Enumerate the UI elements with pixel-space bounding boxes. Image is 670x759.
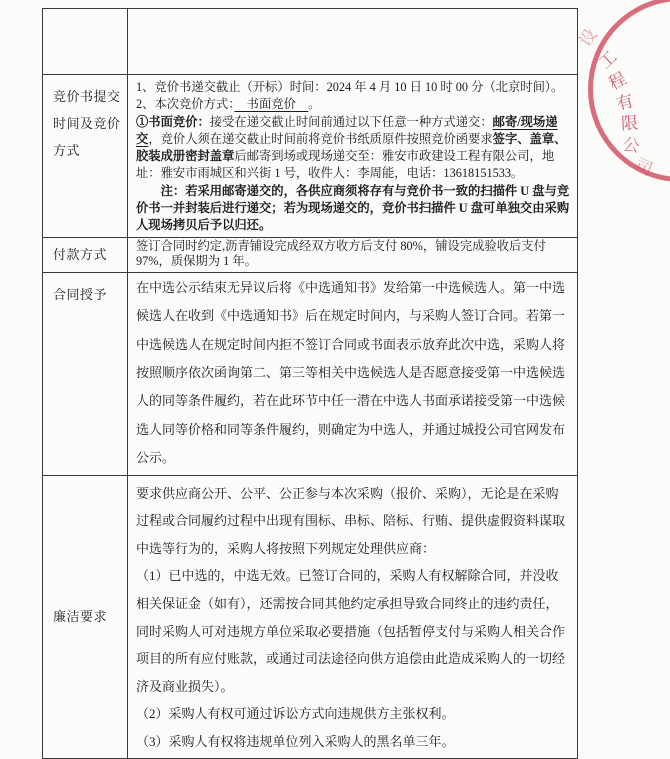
text-segment: 后邮寄到场或现场递交至：雅安市政建设工程有限公司，地址：雅安市雨城区和兴街 1 号，收件人：李周能，电话：13618151533。 [136, 149, 554, 180]
text-segment: 书面竞价 [234, 97, 308, 111]
row-content-contract-award [128, 272, 578, 475]
paragraph [136, 728, 571, 756]
text-segment: （2）采购人有权可通过诉讼方式向违规供方主张权利。 [136, 706, 455, 721]
text-segment: （3）采购人有权将违规单位列入采购人的黑名单三年。 [136, 734, 455, 749]
empty-label-cell [43, 9, 128, 75]
seal-circle-border [591, 0, 670, 180]
seal-character: 有 [613, 86, 636, 115]
row-label-payment-method: 付款方式 [43, 237, 128, 272]
seal-character: 程 [603, 64, 630, 94]
row-label-contract-award: 合同授予 [43, 272, 128, 475]
paragraph [136, 700, 571, 728]
text-segment: （1）已中选的，中选无效。已签订合同的，采购人有权解除合同，并没收相关保证金（如有），还需按合同其他约定承担导致合同终止的违约责任，同时采购人可对违规方单位采取必要措施（包括暂停支付与采购人相关合作项目的所有应付账款，或通过司法途径向供方追偿由此造成采购人的一切经济及商业损失）。 [136, 568, 565, 693]
table-row [43, 475, 578, 758]
table-row [43, 272, 578, 475]
text-segment: 1、竞价书递交截止（开标）时间：2024 年 4 月 10 日 10 时 00 分（北京时间）。 [136, 80, 563, 94]
paragraph [136, 183, 571, 235]
table-row [43, 9, 578, 75]
paragraph [136, 562, 571, 700]
row-content-payment-method [128, 237, 578, 272]
text-segment: 签订合同时约定,沥青铺设完成经双方收方后支付 80%，铺设完成验收后支付 97%，质保期为 1 年。 [136, 239, 546, 269]
text-segment: ，竞价人须在递交截止时间前将竞价书纸质原件按照竞价函要求 [148, 132, 492, 146]
table-row [43, 75, 578, 238]
seal-character: 司 [632, 151, 657, 181]
empty-content-cell [128, 9, 578, 75]
seal-character: 设 [571, 22, 601, 50]
table-row [43, 237, 578, 272]
text-segment: 注：若采用邮寄递交的，各供应商须将存有与竞价书一致的扫描件 U 盘与竞价书一并封装后进行递交；若为现场递交的，竞价书扫描件 U 盘可单独交由采购人现场拷贝后予以归还。 [136, 184, 569, 233]
text-segment: 。 [308, 97, 320, 111]
bidding-info-table [42, 8, 578, 759]
row-content-integrity-requirements [128, 475, 578, 758]
text-segment: 2、本次竞价方式： [136, 97, 234, 111]
paragraph [136, 96, 571, 113]
paragraph [136, 114, 571, 183]
row-label-integrity-requirements: 廉洁要求 [43, 475, 128, 758]
row-content-bid-submission [128, 75, 578, 238]
paragraph [136, 480, 571, 563]
paragraph [136, 79, 571, 96]
seal-character: 公 [621, 130, 642, 157]
text-segment: 在中选公示结束无异议后将《中选通知书》发给第一中选候选人。第一中选候选人在收到《中选通知书》后在规定时间内，与采购人签订合同。若第一中选候选人在规定时间内拒不签订合同或书面表示放弃此次中选，采购人将按照顺序依次函询第二、第三等相关中选候选人是否愿意接受第一中选候选人的同等条件履约，若在此环节中任一潜在中选人书面承诺接受第一中选候选人同等价格和同等条件履约，则确定为中选人，并通过城投公司官网发布公示。 [136, 280, 565, 465]
paragraph [136, 239, 571, 270]
text-segment: 接受在递交截止时间前通过以下任意一种方式递交： [210, 115, 493, 129]
seal-character: 工 [592, 44, 621, 74]
seal-character: 限 [620, 109, 638, 135]
text-segment: 邮寄/现场递交 [136, 115, 558, 146]
text-segment: 要求供应商公开、公平、公正参与本次采购（报价、采购），无论是在采购过程或合同履约过程中出现有围标、串标、陪标、行贿、提供虚假资料谋取中选等行为的，采购人将按照下列规定处理供应商： [136, 486, 565, 556]
text-segment: ①书面竞价： [136, 115, 210, 129]
row-label-bid-submission: 竞价书提交时间及竞价方式 [43, 75, 128, 238]
text-segment: 签字、盖章、胶装成册密封盖章 [136, 132, 566, 163]
paragraph [136, 274, 571, 473]
